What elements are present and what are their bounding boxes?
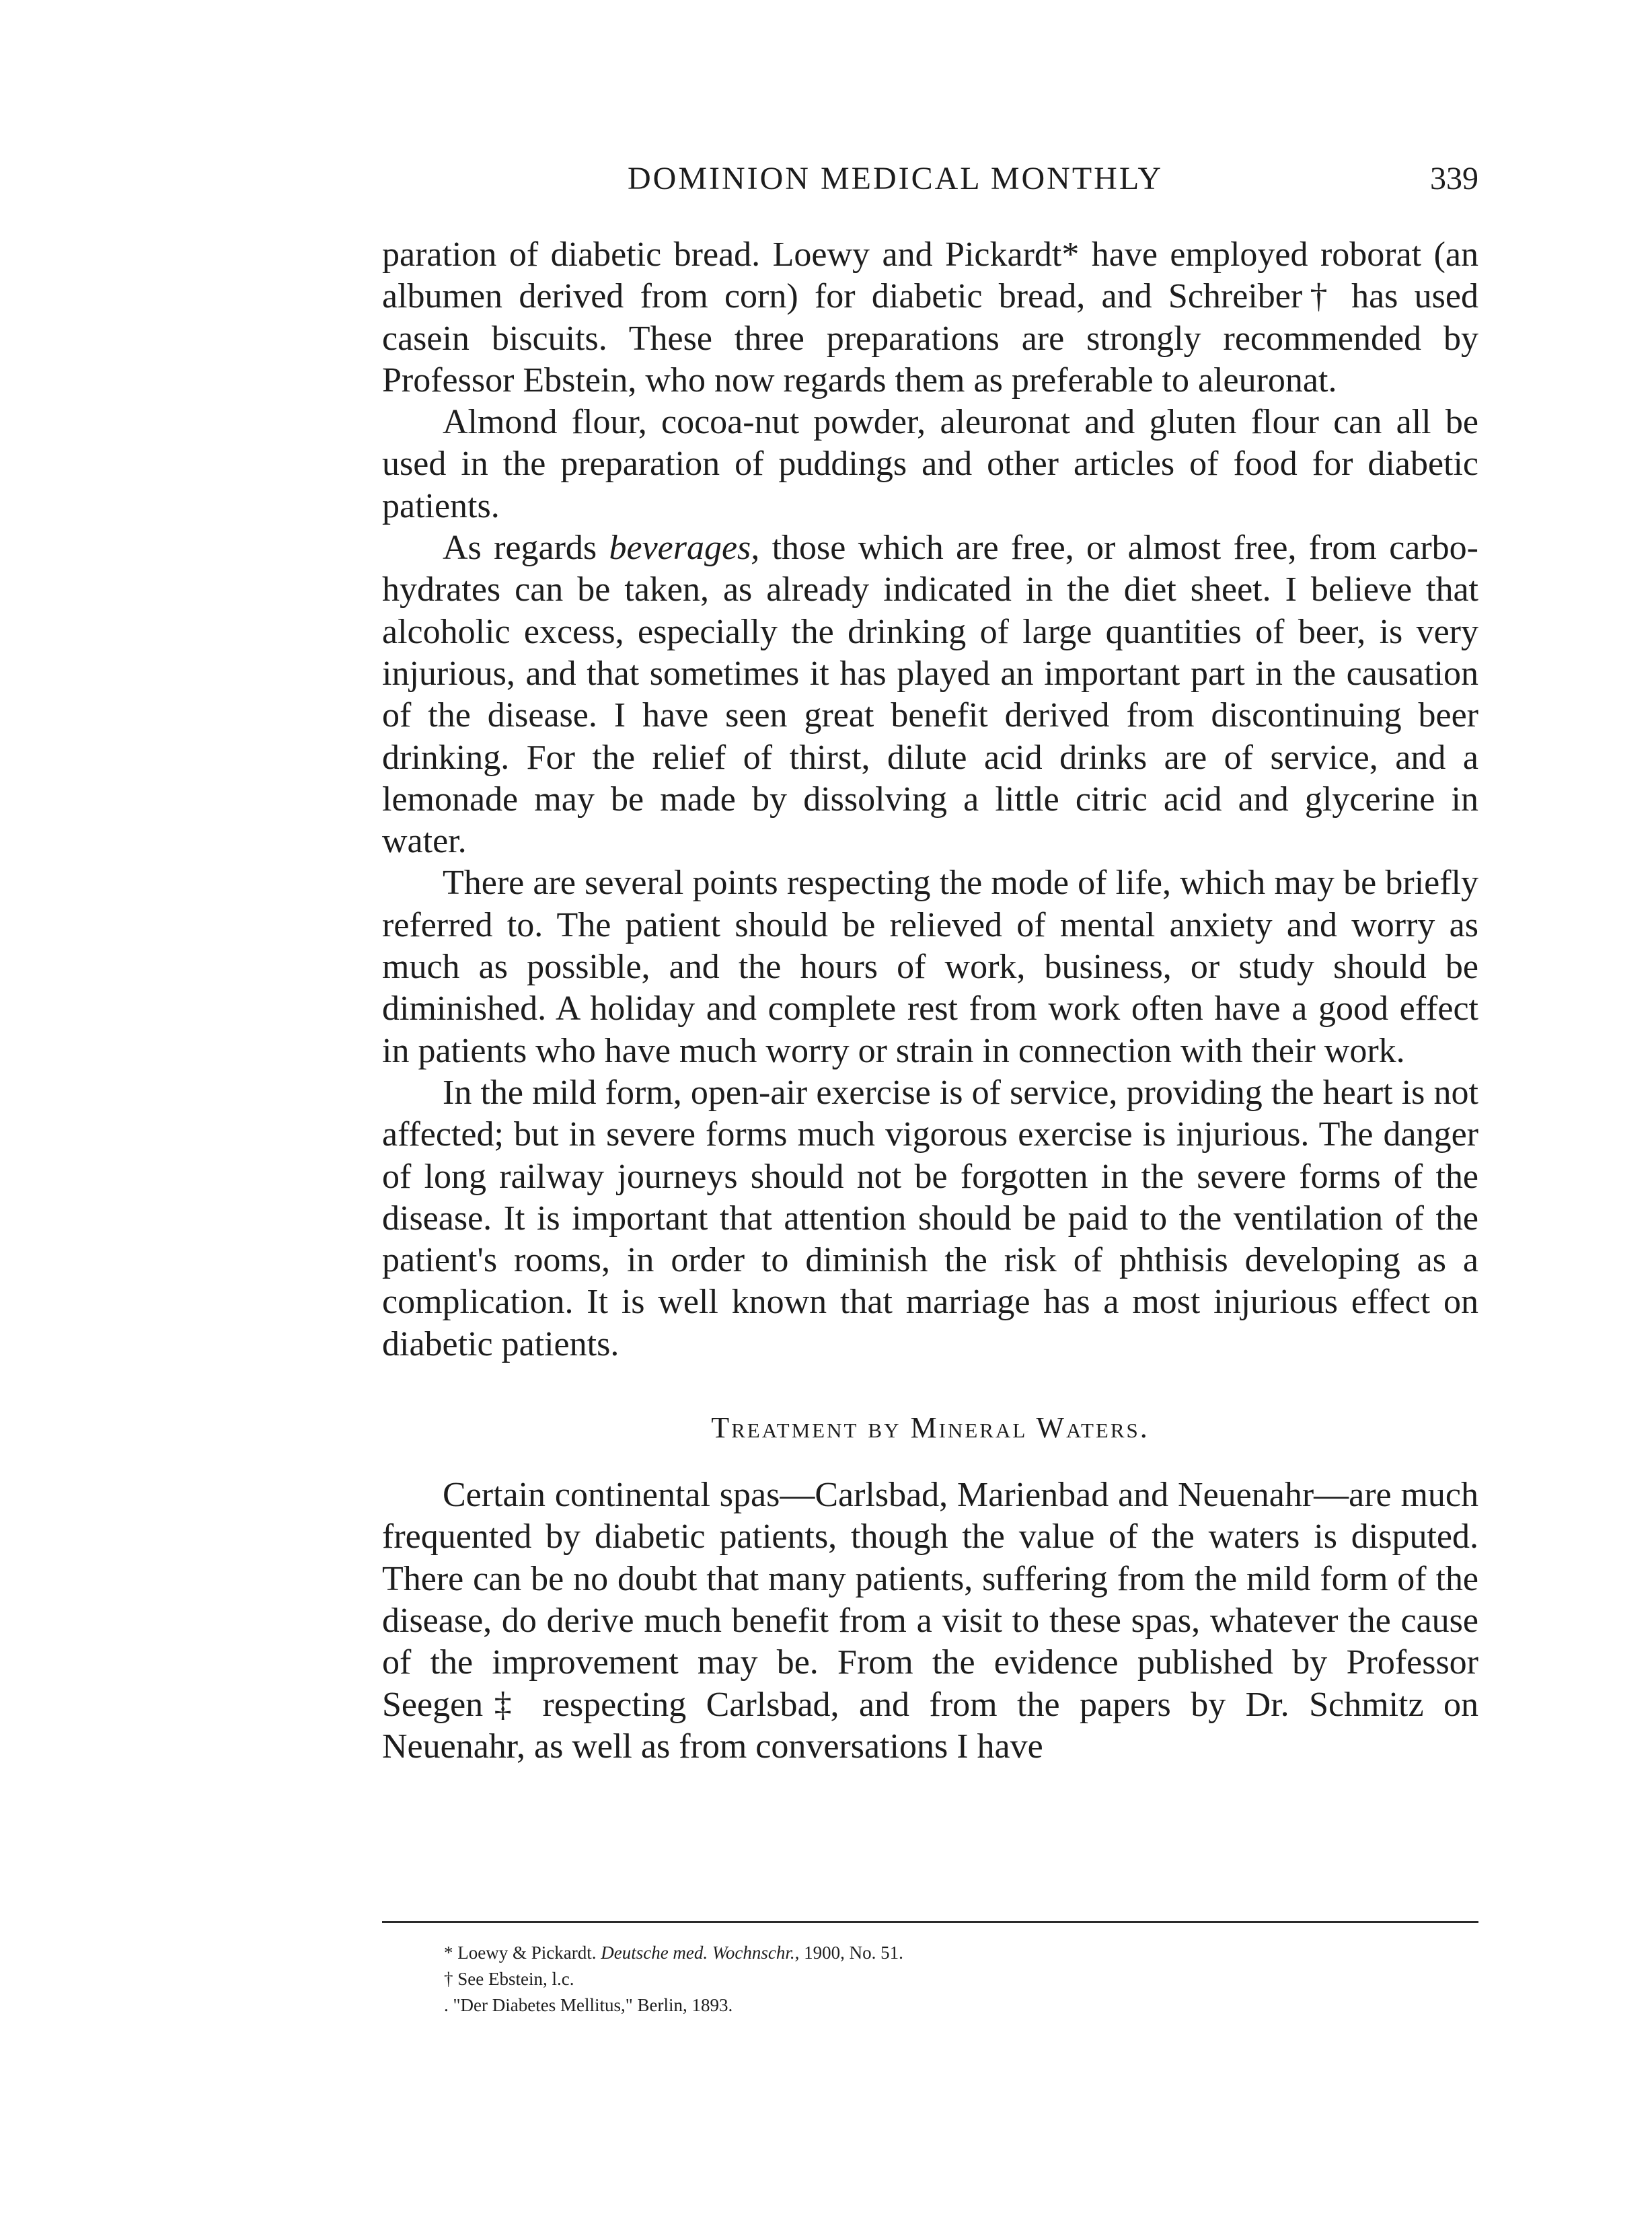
paragraph-mode-of-life: There are several points respecting the mode of life, which may be briefly referred to. The patient should be relieved of mental anxiety and worry as much as possible, and the hours of work, business, or study should be diminished. A holiday and complete rest from work often have a good effect in patients who have much worry or strain in connection with their work. [382,864,1478,1070]
page-header [382,155,1478,209]
footnotes [444,1940,1386,2019]
footnote-1 [444,1940,1386,1966]
paragraph-beverages [382,527,1478,862]
running-head: DOMINION MEDICAL MONTHLY [628,161,1164,196]
beverages-body: those which are free, or almost free, from carbo-hydrates can be taken, as already indicated in the diet sheet. I believe that alcoholic excess, especially the drinking of large quantities of beer, is very injurious, and that sometimes it has played an important part in the causation of the disease. I have seen great benefit derived from discontinuing beer drinking. For the relief of thirst, dilute acid drinks are of service, and a lemonade may be made by dissolving a little citric acid and glycerine in water. [382,529,1478,861]
footnote-1-lead: * Loewy & Pickardt. [444,1943,601,1963]
page-number: 339 [1430,161,1478,196]
footnote-3: . "Der Diabetes Mellitus," Berlin, 1893. [444,1995,733,2015]
section-heading-text: Treatment by Mineral Waters. [711,1411,1150,1445]
paragraph-spas: Certain continental spas—Carlsbad, Marienbad and Neuenahr—are much frequented by diabetic patients, though the value of the waters is disputed. There can be no doubt that many patients, suffering from the mild form of the disease, do derive much benefit from a visit to these spas, whatever the cause of the improvement may be. From the evidence published by Professor Seegen‡ respecting Carlsbad, and from the papers by Dr. Schmitz on Neuenahr, as well as from conversations I have [382,1476,1478,1766]
beverages-term: beverages, [609,529,760,568]
paragraph-flour: Almond flour, cocoa-nut powder, aleuronat and gluten flour can all be used in the preparation of puddings and other articles of food for diabetic patients. [382,403,1478,525]
paragraph-bread: paration of diabetic bread. Loewy and Pickardt* have employed roborat (an albumen derived from corn) for diabetic bread, and Schreiber† has used casein biscuits. These three preparations are strongly recommended by Professor Ebstein, who now regards them as preferable to aleuronat. [382,235,1478,400]
section-heading [382,1407,1478,1449]
footnote-1-journal: Deutsche med. Wochnschr., [601,1943,800,1963]
footnote-2: † See Ebstein, l.c. [444,1969,574,1989]
paragraph-exercise: In the mild form, open-air exercise is of service, providing the heart is not affected; but in severe forms much vigorous exercise is injurious. The danger of long railway journeys should not be forgotten in the severe forms of the disease. It is important that attention should be paid to the ventilation of the patient's rooms, in order to diminish the risk of phthisis developing as a complication. It is well known that marriage has a most injurious effect on diabetic patients. [382,1073,1478,1363]
beverages-lead: As regards [443,529,609,568]
article-body [382,234,1478,1768]
footnote-rule [382,1921,1478,1923]
footnote-1-tail: 1900, No. 51. [799,1943,903,1963]
